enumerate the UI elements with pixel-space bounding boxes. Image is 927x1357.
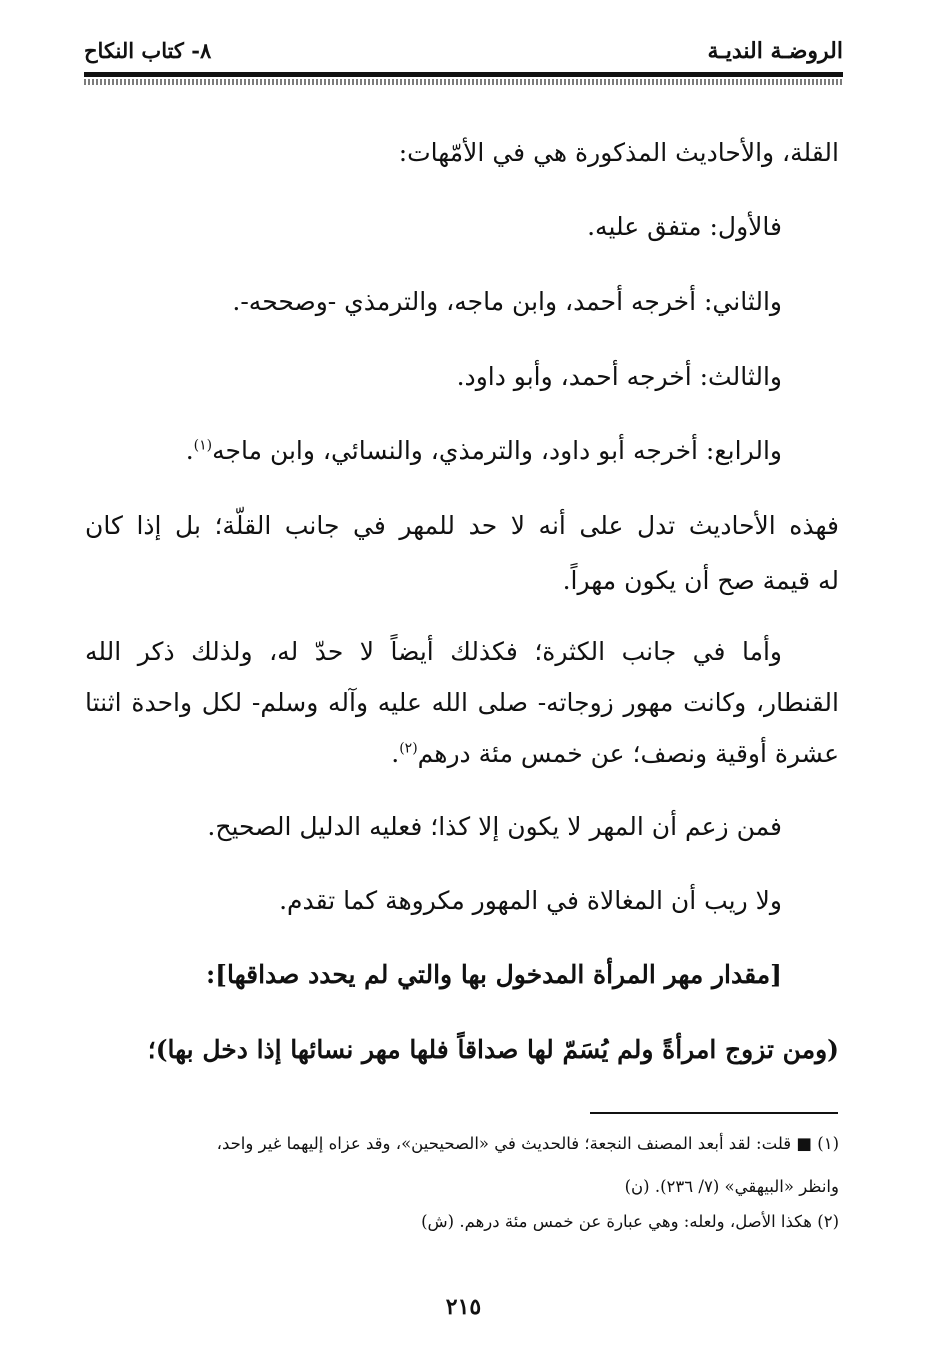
footnote-ref: (١) [193, 437, 213, 454]
header-hatch-rule [84, 79, 843, 85]
footnote-1: (١) ■ قلت: لقد أبعد المصنف النجعة؛ فالحديث في «الصحيحين»، وقد عزاه إليهما غير واحد، [216, 1134, 839, 1153]
running-head [84, 38, 843, 68]
body-line: القنطار، وكانت مهور زوجاته- صلى الله عليه وآله وسلم- لكل واحدة اثنتا [85, 688, 839, 717]
chapter-title: ٨- كتاب النكاح [84, 38, 212, 63]
section-heading: [مقدار مهر المرأة المدخول بها والتي لم يحدد صداقها]: [205, 960, 782, 989]
line-end-period: . [185, 436, 194, 465]
footnote-1-continued: وانظر «البيهقي» (٧/ ٢٣٦). (ن) [624, 1177, 839, 1196]
body-line: فهذه الأحاديث تدل على أنه لا حد للمهر في جانب القلّة؛ بل إذا كان [85, 511, 839, 540]
footnote-separator [590, 1112, 838, 1114]
matn-line: (ومن تزوج امرأةً ولم يُسَمّ لها صداقاً فلها مهر نسائها إذا دخل بها)؛ [147, 1035, 839, 1064]
body-line-text: عشرة أوقية ونصف؛ عن خمس مئة درهم [417, 739, 839, 768]
body-line: والثالث: أخرجه أحمد، وأبو داود. [456, 362, 782, 391]
header-rule [84, 72, 843, 77]
body-line [391, 739, 839, 768]
line-end-period: . [391, 739, 400, 768]
page-number: ٢١٥ [445, 1294, 482, 1320]
body-line: ولا ريب أن المغالاة في المهور مكروهة كما تقدم. [279, 886, 782, 915]
body-line: له قيمة صح أن يكون مهراً. [562, 566, 839, 595]
book-title: الروضـة النديـة [707, 38, 843, 64]
body-line: والثاني: أخرجه أحمد، وابن ماجه، والترمذي -وصححه-. [232, 287, 782, 316]
body-line-text: والرابع: أخرجه أبو داود، والترمذي، والنسائي، وابن ماجه [212, 436, 782, 465]
footnote-2: (٢) هكذا الأصل، ولعله: وهي عبارة عن خمس مئة درهم. (ش) [421, 1212, 839, 1231]
body-line [186, 436, 782, 465]
body-line: فالأول: متفق عليه. [587, 212, 782, 241]
body-line: وأما في جانب الكثرة؛ فكذلك أيضاً لا حدّ له، ولذلك ذكر الله [85, 637, 782, 666]
body-line: القلة، والأحاديث المذكورة هي في الأمّهات: [398, 138, 839, 167]
body-line: فمن زعم أن المهر لا يكون إلا كذا؛ فعليه الدليل الصحيح. [207, 812, 782, 841]
footnote-ref: (٢) [399, 740, 418, 757]
